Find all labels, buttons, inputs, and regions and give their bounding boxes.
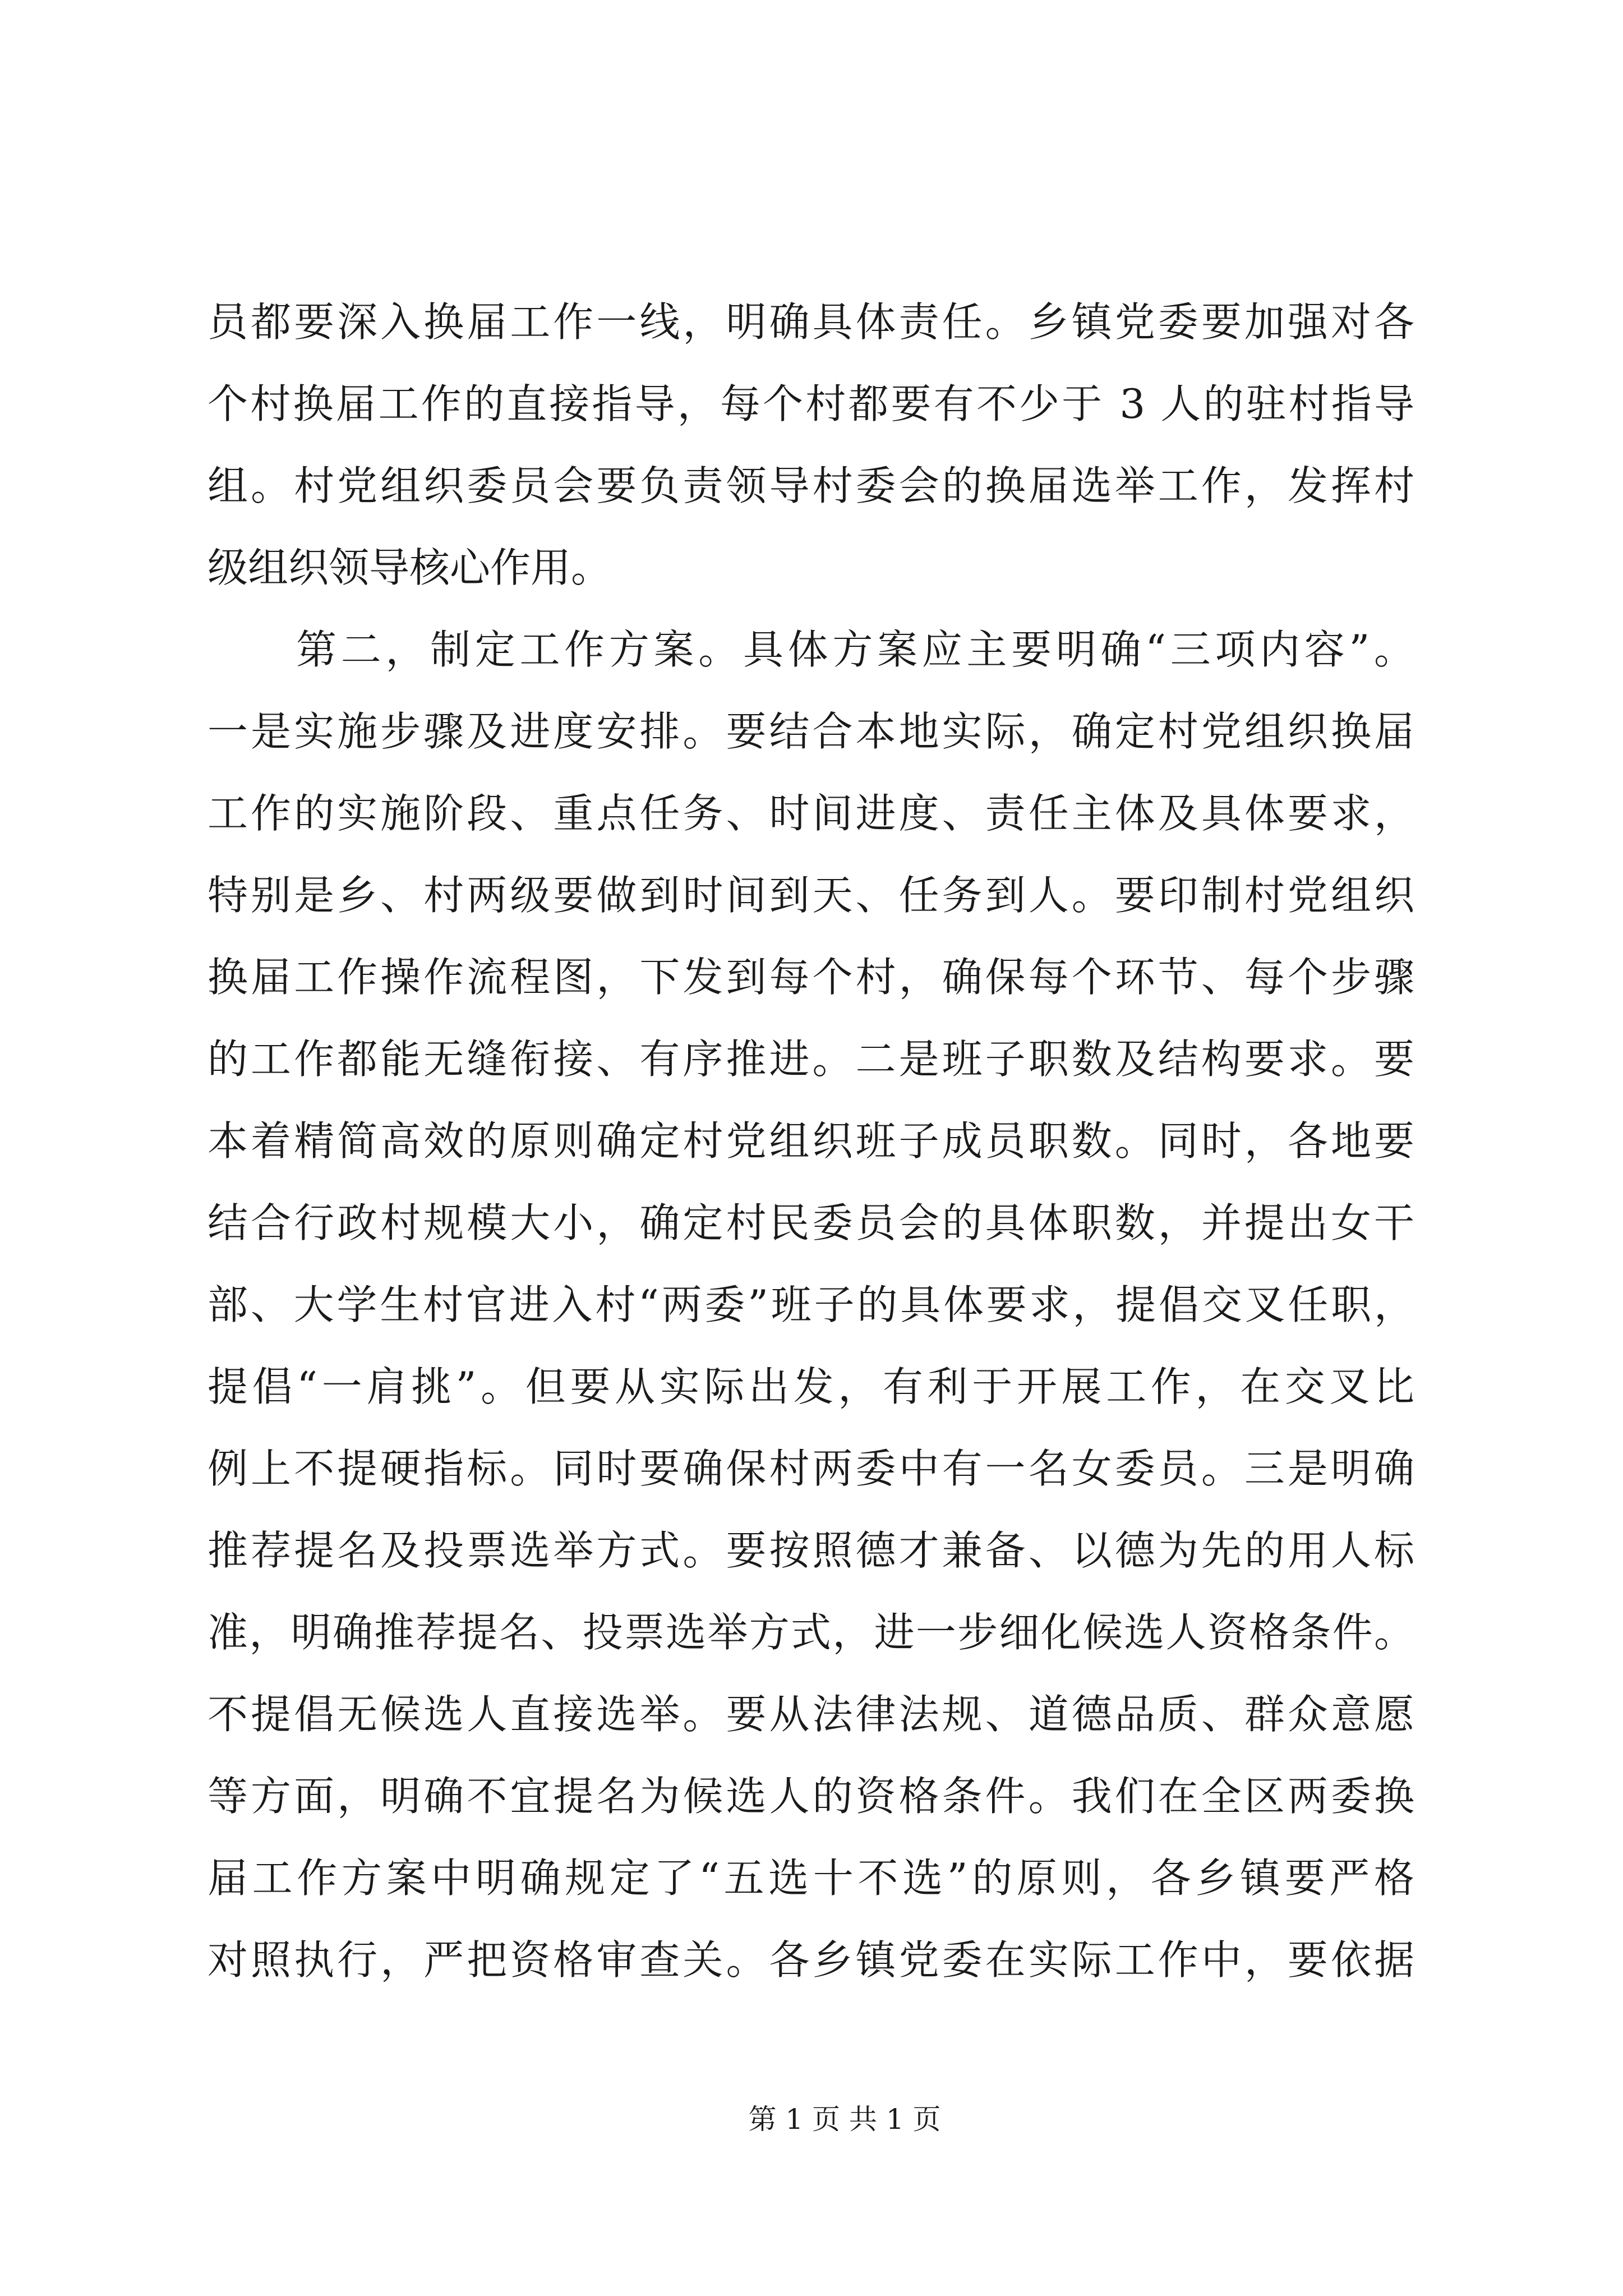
- body-text-line: 本着精简高效的原则确定村党组织班子成员职数。同时，各地要: [208, 1117, 1414, 1165]
- body-text-line: 对照执行，严把资格审查关。各乡镇党委在实际工作中，要依据: [208, 1936, 1414, 1984]
- page-number-footer: 第 1 页 共 1 页: [748, 2103, 941, 2136]
- body-text-line: 组。村党组织委员会要负责领导村委会的换届选举工作，发挥村: [208, 462, 1414, 509]
- body-text-line: 的工作都能无缝衔接、有序推进。二是班子职数及结构要求。要: [208, 1036, 1414, 1083]
- body-text-line: 员都要深入换届工作一线，明确具体责任。乡镇党委要加强对各: [208, 298, 1414, 346]
- body-text-line: 例上不提硬指标。同时要确保村两委中有一名女委员。三是明确: [208, 1445, 1414, 1492]
- body-text-line: 届工作方案中明确规定了“五选十不选”的原则，各乡镇要严格: [208, 1855, 1414, 1902]
- body-text-line: 结合行政村规模大小，确定村民委员会的具体职数，并提出女干: [208, 1199, 1414, 1246]
- body-text-line: 第二，制定工作方案。具体方案应主要明确“三项内容”。: [296, 626, 1414, 673]
- body-text-line: 准，明确推荐提名、投票选举方式，进一步细化候选人资格条件。: [208, 1609, 1414, 1656]
- body-text-line: 工作的实施阶段、重点任务、时间进度、责任主体及具体要求，: [208, 790, 1414, 837]
- body-text-line: 等方面，明确不宜提名为候选人的资格条件。我们在全区两委换: [208, 1773, 1414, 1820]
- body-text-line: 特别是乡、村两级要做到时间到天、任务到人。要印制村党组织: [208, 872, 1414, 919]
- body-text-line: 一是实施步骤及进度安排。要结合本地实际，确定村党组织换届: [208, 708, 1414, 755]
- body-text: [208, 281, 1414, 2001]
- body-text-line: 提倡“一肩挑”。但要从实际出发，有利于开展工作，在交叉比: [208, 1363, 1414, 1410]
- body-text-line: 级组织领导核心作用。: [208, 544, 612, 591]
- body-text-line: 部、大学生村官进入村“两委”班子的具体要求，提倡交叉任职，: [208, 1281, 1414, 1328]
- body-text-line: 个村换届工作的直接指导，每个村都要有不少于 3 人的驻村指导: [208, 380, 1414, 427]
- body-text-line: 换届工作操作流程图，下发到每个村，确保每个环节、每个步骤: [208, 954, 1414, 1001]
- body-text-line: 推荐提名及投票选举方式。要按照德才兼备、以德为先的用人标: [208, 1527, 1414, 1574]
- body-text-line: 不提倡无候选人直接选举。要从法律法规、道德品质、群众意愿: [208, 1691, 1414, 1738]
